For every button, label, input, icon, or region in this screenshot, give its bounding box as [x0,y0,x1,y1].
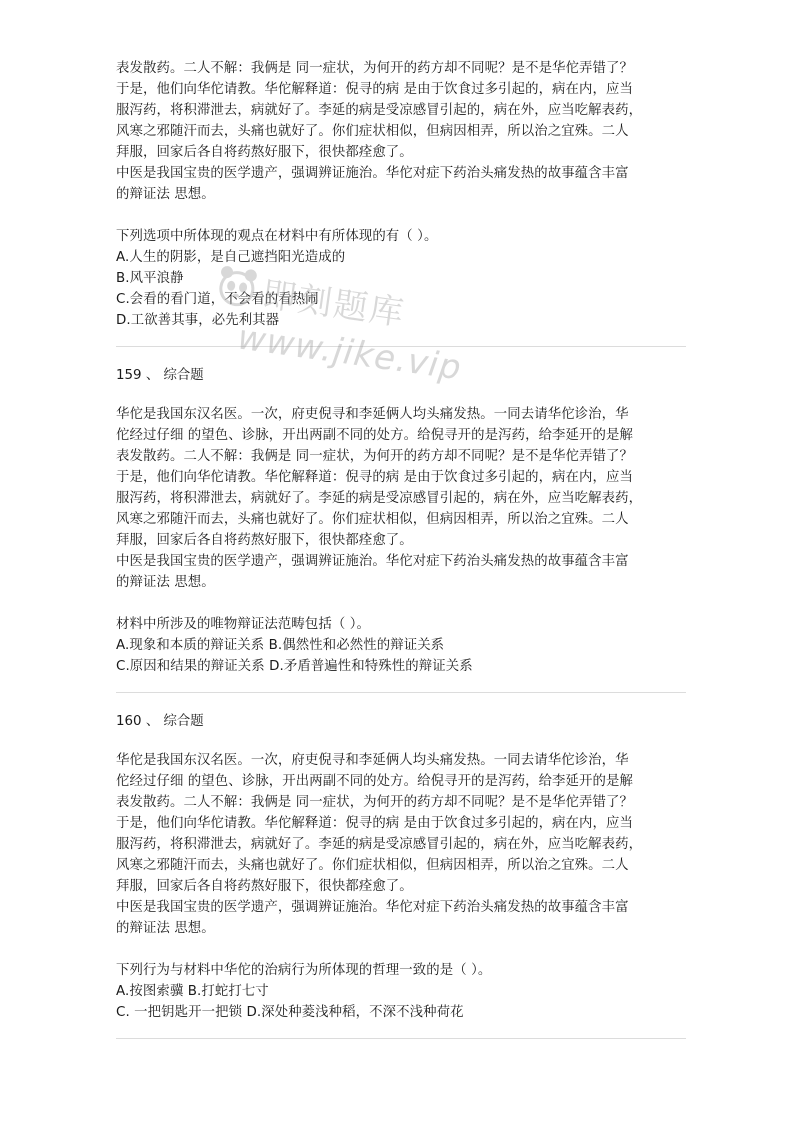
section-divider [116,692,686,693]
question-stem: 材料中所涉及的唯物辩证法范畴包括（ ）。 [116,617,370,632]
material-line: 的辩证法 思想。 [116,187,215,202]
material-text [116,750,686,939]
material-line: 风寒之邪随汗而去，头痛也就好了。你们症状相似，但病因相弄，所以治之宜殊。二人 [116,512,629,527]
material-line: 拜服，回家后各自将药熬好服下，很快都痊愈了。 [116,145,413,160]
options-ab: A.按图索骥 B.打蛇打七寸 [116,984,269,999]
material-line: 拜服，回家后各自将药熬好服下，很快都痊愈了。 [116,533,413,548]
material-line: 中医是我国宝贵的医学遗产，强调辨证施治。华佗对症下药治头痛发热的故事蕴含丰富 [116,900,629,915]
watermark-url: www.jike.vip [235,317,465,389]
material-line: 表发散药。二人不解：我俩是 同一症状，为何开的药方却不同呢？是不是华佗弄错了？ [116,61,633,76]
material-line: 服泻药，将积滞泄去，病就好了。李延的病是受凉感冒引起的，病在外，应当吃解表药， [116,103,643,118]
material-line: 中医是我国宝贵的医学遗产，强调辨证施治。华佗对症下药治头痛发热的故事蕴含丰富 [116,554,629,569]
material-line: 服泻药，将积滞泄去，病就好了。李延的病是受凉感冒引起的，病在外，应当吃解表药， [116,837,643,852]
option-b: B.风平浪静 [116,271,184,286]
material-line: 中医是我国宝贵的医学遗产，强调辨证施治。华佗对症下药治头痛发热的故事蕴含丰富 [116,166,629,181]
material-line: 于是，他们向华佗请教。华佗解释道：倪寻的病 是由于饮食过多引起的，病在内，应当 [116,816,633,831]
options-cd: C. 一把钥匙开一把锁 D.深处种菱浅种稻，不深不浅种荷花 [116,1005,464,1020]
question-header: 160 、 综合题 [116,714,204,729]
material-text [116,404,686,593]
material-line: 拜服，回家后各自将药熬好服下，很快都痊愈了。 [116,879,413,894]
option-c: C.会看的看门道，不会看的看热闹 [116,292,319,307]
material-line: 表发散药。二人不解：我俩是 同一症状，为何开的药方却不同呢？是不是华佗弄错了？ [116,449,633,464]
option-d: D.工欲善其事，必先利其器 [116,313,280,328]
question-158-continuation [116,58,686,331]
material-line: 佗经过仔细 的望色、诊脉，开出两副不同的处方。给倪寻开的是泻药，给李延开的是解 [116,774,633,789]
question-stem: 下列行为与材料中华佗的治病行为所体现的哲理一致的是（ ）。 [116,963,492,978]
material-line: 于是，他们向华佗请教。华佗解释道：倪寻的病 是由于饮食过多引起的，病在内，应当 [116,82,633,97]
options-ab: A.现象和本质的辩证关系 B.偶然性和必然性的辩证关系 [116,638,445,653]
material-text [116,58,686,205]
material-line: 表发散药。二人不解：我俩是 同一症状，为何开的药方却不同呢？是不是华佗弄错了？ [116,795,633,810]
material-line: 于是，他们向华佗请教。华佗解释道：倪寻的病 是由于饮食过多引起的，病在内，应当 [116,470,633,485]
material-line: 华佗是我国东汉名医。一次，府吏倪寻和李延俩人均头痛发热。一同去请华佗诊治，华 [116,407,629,422]
section-divider [116,346,686,347]
document-page [116,58,686,1055]
question-159 [116,365,686,677]
material-line: 佗经过仔细 的望色、诊脉，开出两副不同的处方。给倪寻开的是泻药，给李延开的是解 [116,428,633,443]
section-divider [116,1038,686,1039]
question-stem: 下列选项中所体现的观点在材料中有所体现的有（ ）。 [116,229,438,244]
material-line: 服泻药，将积滞泄去，病就好了。李延的病是受凉感冒引起的，病在外，应当吃解表药， [116,491,643,506]
material-line: 风寒之邪随汗而去，头痛也就好了。你们症状相似，但病因相弄，所以治之宜殊。二人 [116,124,629,139]
option-a: A.人生的阴影，是自己遮挡阳光造成的 [116,250,346,265]
question-header: 159 、 综合题 [116,368,204,383]
watermark-name: 即刻题库 [259,274,408,335]
question-160 [116,711,686,1023]
material-line: 的辩证法 思想。 [116,921,215,936]
material-line: 华佗是我国东汉名医。一次，府吏倪寻和李延俩人均头痛发热。一同去请华佗诊治，华 [116,753,629,768]
material-line: 风寒之邪随汗而去，头痛也就好了。你们症状相似，但病因相弄，所以治之宜殊。二人 [116,858,629,873]
options-cd: C.原因和结果的辩证关系 D.矛盾普遍性和特殊性的辩证关系 [116,659,473,674]
material-line: 的辩证法 思想。 [116,575,215,590]
